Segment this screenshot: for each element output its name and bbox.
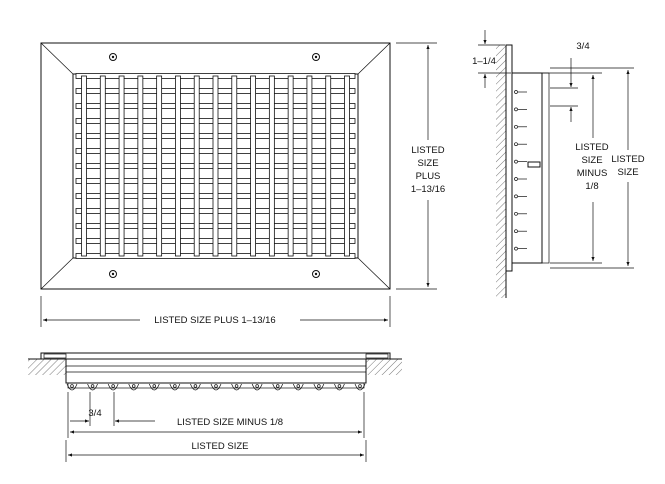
pivot-icon [194,385,197,388]
pivot-icon [515,125,518,128]
vertical-blade [326,76,331,256]
grille-body [512,73,542,263]
flange [506,45,512,271]
vertical-blade [119,76,124,256]
grille-body [66,359,366,383]
frame-bevel-tr [358,43,390,74]
pivot-icon [515,160,518,163]
flange-clip-right [366,354,388,358]
side-inner-label-4: 1/8 [585,181,599,192]
pivot-icon [317,385,320,388]
wall-hatch-left [28,359,66,375]
bottom-inner-label: LISTED SIZE MINUS 1/8 [176,417,284,428]
screw-tl-icon [110,54,117,61]
front-height-label-2: SIZE [417,158,439,169]
frame-bevel-tl [41,43,73,74]
bottom-blades [67,384,365,390]
side-spacing-label: 3/4 [576,41,590,52]
front-view [41,43,445,327]
pivot-icon [235,385,238,388]
pivot-icon [153,385,156,388]
vertical-blade [157,76,162,256]
pivot-icon [515,195,518,198]
pivot-icon [112,385,115,388]
vertical-blade [138,76,143,256]
pivot-icon [515,230,518,233]
screw-bl-icon [110,271,117,278]
pivot-icon [338,385,341,388]
bottom-view [28,353,402,462]
vertical-blade [288,76,293,256]
pivot-icon [515,212,518,215]
side-flange-label: 1–1/4 [472,56,496,67]
vertical-blade [307,76,312,256]
blade-pivots [515,91,528,251]
side-outer-label-2: SIZE [617,167,639,178]
side-inner-label-1: LISTED [575,142,609,153]
pivot-icon [359,385,362,388]
pivot-icon [256,385,259,388]
front-height-label-3: PLUS [415,171,441,182]
pivot-icon [173,385,176,388]
flange-clip-left [44,354,66,358]
front-width-label: LISTED SIZE PLUS 1–13/16 [154,315,276,326]
bottom-spacing-label: 3/4 [88,408,102,419]
pivot-icon [71,385,74,388]
vertical-blade [194,76,199,256]
frame-bevel-br [358,258,390,289]
front-height-label-4: 1–13/16 [410,184,446,195]
vertical-blade [345,76,350,256]
vertical-blade [100,76,105,256]
front-height-label-1: LISTED [411,145,445,156]
screw-tr-icon [313,54,320,61]
side-inner-label-2: SIZE [581,155,603,166]
side-view [472,30,645,298]
screw-br-icon [313,271,320,278]
side-outer-label-1: LISTED [611,154,645,165]
vertical-blade [232,76,237,256]
wall-hatch [496,45,506,298]
vertical-blade [213,76,218,256]
pivot-icon [91,385,94,388]
pivot-icon [215,385,218,388]
frame-bevel-bl [41,258,73,289]
vertical-blade [82,76,87,256]
pivot-icon [515,143,518,146]
wall-hatch-right [366,359,402,375]
flange [41,353,390,359]
blade-grid [76,74,355,259]
pivot-icon [515,247,518,250]
bottom-outer-label: LISTED SIZE [191,441,249,452]
vertical-blade [175,76,180,256]
side-inner-label-3: MINUS [576,168,608,179]
pivot-icon [515,108,518,111]
damper-handle [528,162,540,167]
pivot-icon [276,385,279,388]
blade-frame [542,73,549,263]
vertical-blade [269,76,274,256]
pivot-icon [297,385,300,388]
vertical-blade [251,76,256,256]
pivot-icon [515,178,518,181]
pivot-icon [132,385,135,388]
pivot-icon [515,91,518,94]
